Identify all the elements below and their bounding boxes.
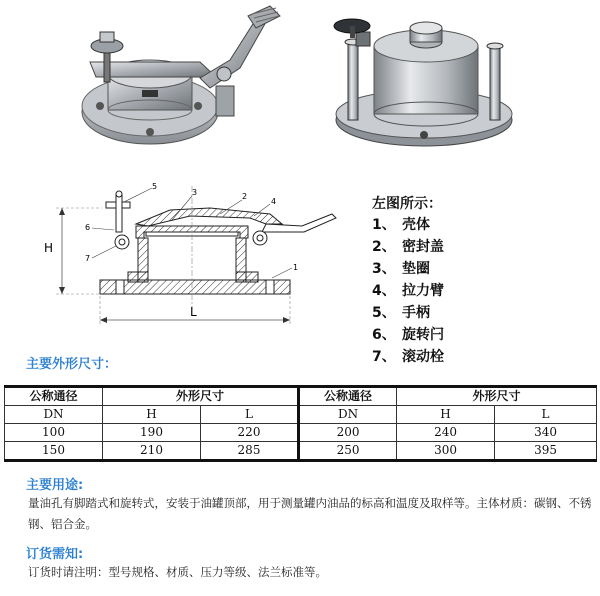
callout-1: 1: [293, 263, 299, 272]
table-row: [5, 442, 597, 461]
header-nominal-diameter: 公称通径: [299, 387, 397, 406]
parts-legend: [372, 193, 532, 368]
parts-legend-item: [372, 214, 532, 236]
cell-dn: 250: [299, 442, 397, 461]
part-number: 6、: [372, 327, 396, 343]
cell-h: 210: [103, 442, 201, 461]
header-h: H: [397, 406, 495, 424]
part-number: 3、: [372, 261, 396, 277]
part-name: 旋转闩: [402, 327, 444, 343]
part-number: 4、: [372, 283, 396, 299]
parts-legend-item: [372, 280, 532, 302]
cell-l: 220: [201, 424, 299, 442]
header-outline-size: 外形尺寸: [103, 387, 299, 406]
parts-legend-item: [372, 346, 532, 368]
header-dn: DN: [5, 406, 103, 424]
parts-legend-item: [372, 324, 532, 346]
foot-pedal-hatch-photo: [80, 2, 290, 152]
rotary-hatch-photo: [322, 2, 522, 152]
parts-legend-item: [372, 302, 532, 324]
dimensions-heading: 主要外形尺寸：: [26, 357, 118, 372]
callout-7: 7: [85, 254, 91, 263]
cell-dn: 150: [5, 442, 103, 461]
cell-l: 285: [201, 442, 299, 461]
callout-4: 4: [271, 197, 277, 206]
callout-2: 2: [242, 192, 248, 201]
header-outline-size: 外形尺寸: [397, 387, 597, 406]
cell-l: 395: [495, 442, 597, 461]
header-nominal-diameter: 公称通径: [5, 387, 103, 406]
callout-6: 6: [85, 223, 91, 232]
part-number: 7、: [372, 349, 396, 365]
callout-3: 3: [192, 188, 198, 197]
dimensions-table: [4, 385, 597, 462]
part-name: 拉力臂: [402, 283, 444, 299]
table-subheader-row: [5, 406, 597, 424]
dimension-h-label: H: [44, 241, 54, 255]
header-h: H: [103, 406, 201, 424]
part-name: 手柄: [402, 305, 430, 321]
cell-h: 240: [397, 424, 495, 442]
header-dn: DN: [299, 406, 397, 424]
usage-text: 量油孔有脚踏式和旋转式，安装于油罐顶部，用于测量罐内油品的标高和温度及取样等。主体材质：碳钢、不锈钢、铝合金。: [28, 496, 592, 531]
part-name: 垫圈: [402, 261, 430, 277]
parts-legend-title: 左图所示：: [372, 196, 442, 212]
cell-h: 300: [397, 442, 495, 461]
table-header-row: [5, 387, 597, 406]
parts-legend-item: [372, 236, 532, 258]
dimension-l-label: L: [190, 305, 197, 319]
part-number: 5、: [372, 305, 396, 321]
order-heading: 订货需知:: [26, 547, 84, 562]
part-name: 滚动栓: [402, 349, 444, 365]
cell-dn: 200: [299, 424, 397, 442]
order-text: 订货时请注明：型号规格、材质、压力等级、法兰标准等。: [28, 565, 327, 579]
header-l: L: [201, 406, 299, 424]
parts-legend-item: [372, 258, 532, 280]
cell-h: 190: [103, 424, 201, 442]
part-name: 壳体: [402, 217, 430, 233]
part-name: 密封盖: [402, 239, 444, 255]
part-number: 1、: [372, 217, 396, 233]
callout-5: 5: [152, 182, 158, 191]
part-number: 2、: [372, 239, 396, 255]
cell-l: 340: [495, 424, 597, 442]
table-row: [5, 424, 597, 442]
cell-dn: 100: [5, 424, 103, 442]
usage-heading: 主要用途:: [26, 478, 84, 493]
header-l: L: [495, 406, 597, 424]
cross-section-drawing: [40, 180, 340, 330]
